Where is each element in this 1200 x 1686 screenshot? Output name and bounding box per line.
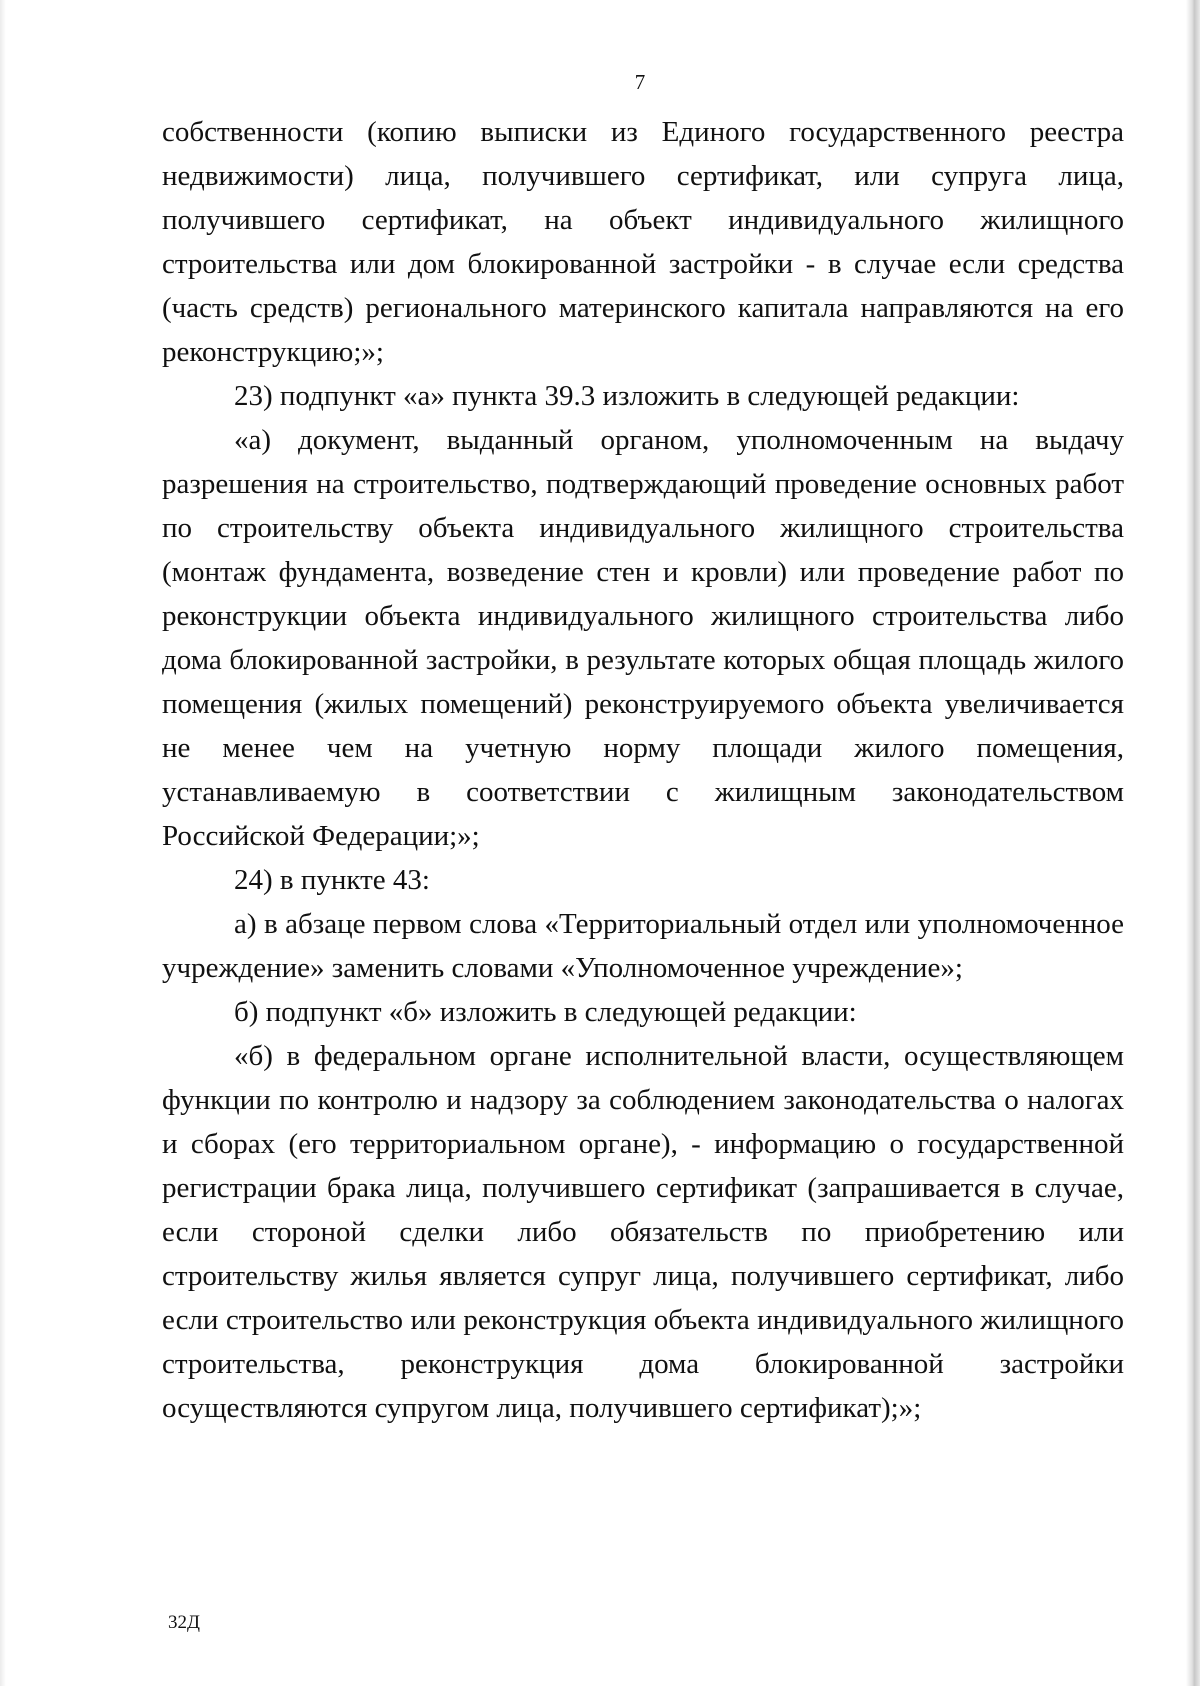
paragraph-item-24: 24) в пункте 43: [234, 864, 430, 896]
paragraph-item-24b-text: «б) в федеральном органе исполнительной власти, осуществляющем функции по контролю и надзору за соблюдением законодательства о налогах и сборах (его территориальном органе), - информацию о государственной регистрации брака лица, получившего сертификат (запрашивается в случае, если стороной сделки либо обязательств по приобретению или строительству жилья является супруг лица, получившего сертификат, либо если строительство или реконструкция объекта индивидуального жилищного строительства, реконструкция дома блокированной застройки осуществляются супругом лица, получившего сертификат);»; [162, 1040, 1124, 1424]
document-body [162, 110, 1124, 1430]
paragraph-item-23a: «а) документ, выданный органом, уполномоченным на выдачу разрешения на строительство, подтверждающий проведение основных работ по строительству объекта индивидуального жилищного строительства (монтаж фундамента, возведение стен и кровли) или проведение работ по реконструкции объекта индивидуального жилищного строительства либо дома блокированной застройки, в результате которых общая площадь жилого помещения (жилых помещений) реконструируемого объекта увеличивается не менее чем на учетную норму площади жилого помещения, устанавливаемую в соответствии с жилищным законодательством Российской Федерации;»; [162, 424, 1124, 852]
footer-code: 32Д [168, 1612, 200, 1633]
page-number: 7 [634, 70, 646, 94]
scan-edge-left [0, 0, 6, 1686]
paragraph-item-23: 23) подпункт «а» пункта 39.3 изложить в следующей редакции: [234, 380, 1020, 412]
paragraph-continuation: собственности (копию выписки из Единого государственного реестра недвижимости) лица, получившего сертификат, или супруга лица, получившего сертификат, на объект индивидуального жилищного строительства или дом блокированной застройки - в случае если средства (часть средств) регионального материнского капитала направляются на его реконструкцию;»; [162, 116, 1124, 368]
paragraph-item-24b: б) подпункт «б» изложить в следующей редакции: [234, 996, 857, 1028]
paragraph-item-24a: а) в абзаце первом слова «Территориальный отдел или уполномоченное учреждение» заменить словами «Уполномоченное учреждение»; [162, 908, 1124, 984]
scan-edge-right [1186, 0, 1200, 1686]
